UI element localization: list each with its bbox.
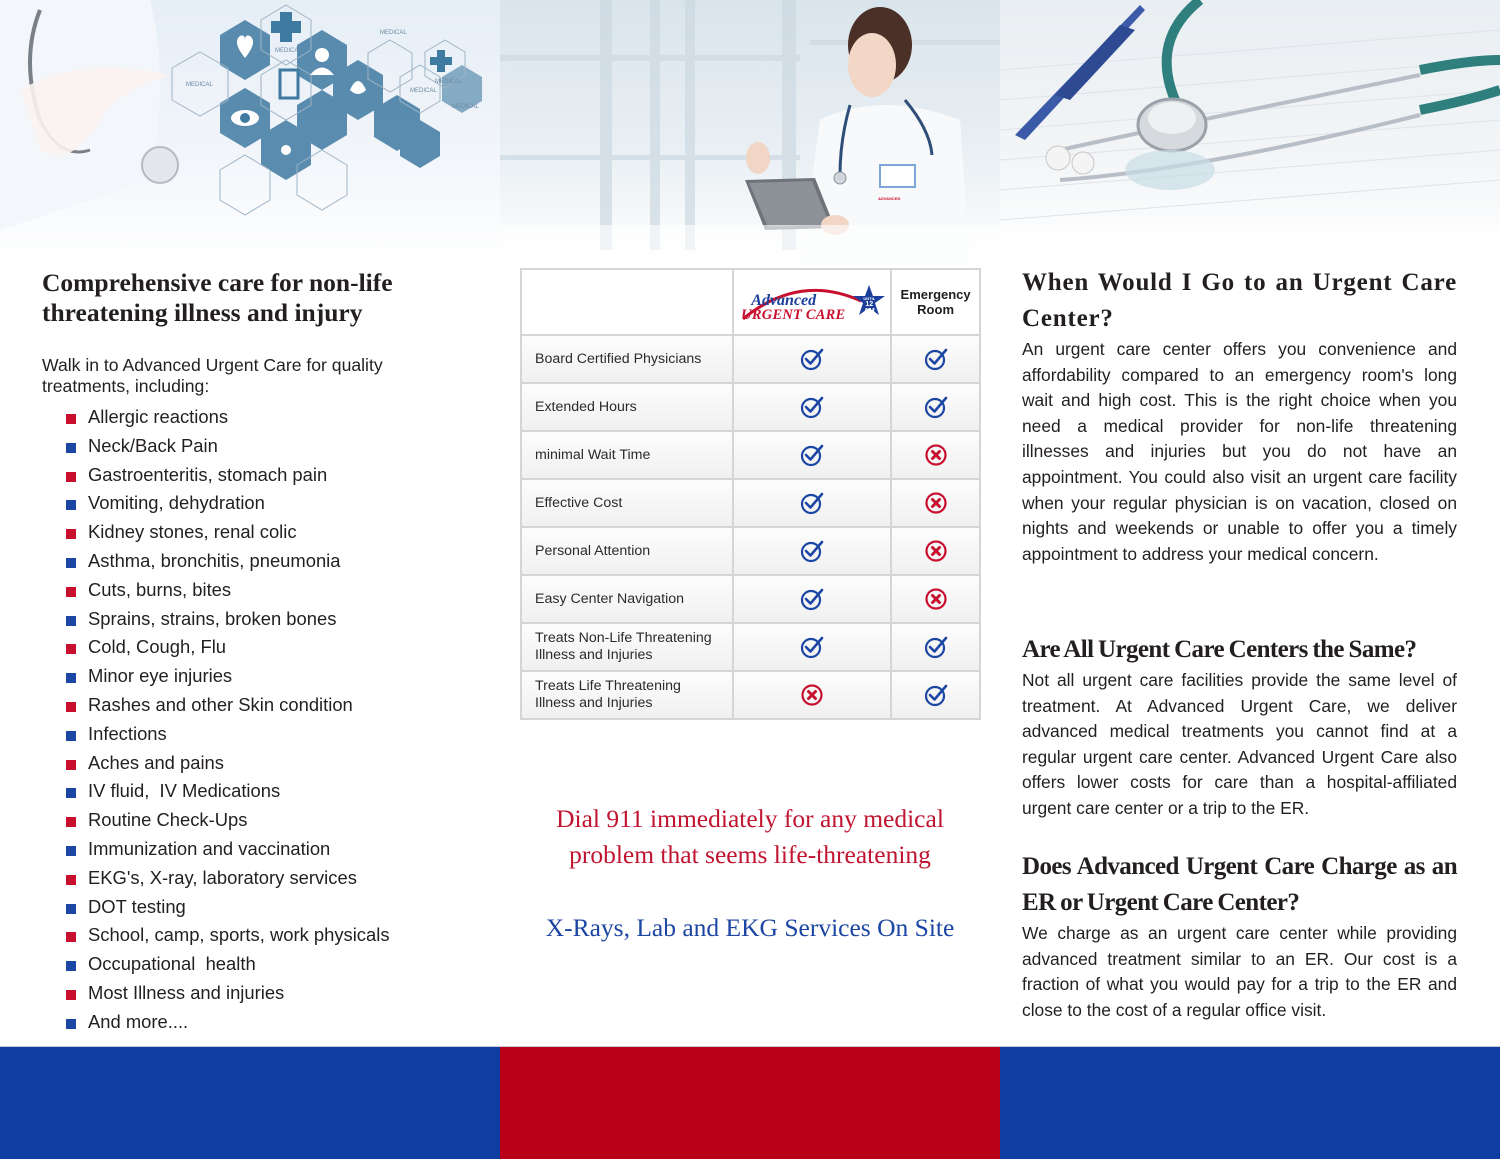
bullet-square-icon xyxy=(66,414,76,424)
feature-label: Effective Cost xyxy=(521,479,733,527)
bullet-square-icon xyxy=(66,558,76,568)
service-item: Aches and pains xyxy=(42,749,462,778)
svg-text:MEDICAL: MEDICAL xyxy=(275,48,302,54)
logo-word-advanced: Advanced xyxy=(751,292,817,309)
doctor-photo-illustration xyxy=(500,0,1000,265)
bullet-square-icon xyxy=(66,644,76,654)
onsite-services-notice: X-Rays, Lab and EKG Services On Site xyxy=(545,913,955,942)
emergency-dial-911-notice: Dial 911 immediately for any medical problem that seems life-threatening xyxy=(556,804,944,869)
comparison-row xyxy=(521,479,980,527)
advanced-urgent-care-logo xyxy=(739,277,885,327)
faq-question: Are All Urgent Care Centers the Same? xyxy=(1022,636,1417,663)
comparison-header-row xyxy=(521,269,980,335)
service-item: Occupational health xyxy=(42,950,462,979)
svg-text:MEDICAL: MEDICAL xyxy=(186,82,213,88)
comparison-row xyxy=(521,671,980,719)
bullet-square-icon xyxy=(66,731,76,741)
comparison-row xyxy=(521,335,980,383)
service-item: Kidney stones, renal colic xyxy=(42,518,462,547)
footer-band-left xyxy=(0,1047,500,1159)
bullet-square-icon xyxy=(66,472,76,482)
services-panel xyxy=(42,268,462,1037)
emergency-room-column-header: Emergency Room xyxy=(891,269,980,335)
check-icon xyxy=(800,635,824,659)
comparison-row xyxy=(521,527,980,575)
check-icon xyxy=(924,347,948,371)
bullet-square-icon xyxy=(66,875,76,885)
medical-hexagon-icons-illustration xyxy=(0,0,500,265)
feature-column-header xyxy=(521,269,733,335)
faq-answer: An urgent care center offers you convenience and affordability compared to an emergency room's long wait and high cost. This is the right choice when you need a medical provider for non-life threatening illnesses and injuries but you do not have an appointment. You could also visit an urgent care facility when your regular physician is on vacation, closed on nights and weekends or unable to offer you a timely appointment to address your medical concern. xyxy=(1022,339,1457,564)
service-item: Most Illness and injuries xyxy=(42,979,462,1008)
bullet-square-icon xyxy=(66,961,76,971)
faq-when-to-go xyxy=(1022,265,1457,567)
service-item: Sprains, strains, broken bones xyxy=(42,605,462,634)
service-item: Vomiting, dehydration xyxy=(42,489,462,518)
bullet-square-icon xyxy=(66,443,76,453)
services-list xyxy=(42,403,462,1037)
feature-label: Easy Center Navigation xyxy=(521,575,733,623)
footer-band-right xyxy=(1000,1047,1500,1159)
service-item: Routine Check-Ups xyxy=(42,806,462,835)
bullet-square-icon xyxy=(66,904,76,914)
comparison-row xyxy=(521,383,980,431)
check-icon xyxy=(800,347,824,371)
check-icon xyxy=(800,587,824,611)
feature-label: minimal Wait Time xyxy=(521,431,733,479)
service-item: Allergic reactions xyxy=(42,403,462,432)
service-item: And more.... xyxy=(42,1008,462,1037)
header-image-medical-icons xyxy=(0,0,500,265)
faq-question: When Would I Go to an Urgent Care Center? xyxy=(1022,269,1457,332)
service-item: DOT testing xyxy=(42,893,462,922)
faq-answer: We charge as an urgent care center while providing advanced treatment similar to an ER. Our cost is a fraction of what you would pay for a trip to the ER and close to the cost of a regular office visit. xyxy=(1022,923,1457,1020)
svg-text:MEDICAL: MEDICAL xyxy=(410,88,437,94)
comparison-row xyxy=(521,623,980,671)
bullet-square-icon xyxy=(66,817,76,827)
bullet-square-icon xyxy=(66,500,76,510)
check-icon xyxy=(924,395,948,419)
header-image-stethoscope xyxy=(1000,0,1500,265)
service-item: EKG's, X-ray, laboratory services xyxy=(42,864,462,893)
service-item: School, camp, sports, work physicals xyxy=(42,921,462,950)
faq-question: Does Advanced Urgent Care Charge as an ER or Urgent Care Center? xyxy=(1022,853,1457,916)
service-item: Cuts, burns, bites xyxy=(42,576,462,605)
faq-answer: Not all urgent care facilities provide the same level of treatment. At Advanced Urgent Care, we deliver advanced medical treatments you cannot find at a regular urgent care center. Advanced Urgent Care also offers lower costs for care than a hospital-affiliated urgent care center or a trip to the ER. xyxy=(1022,670,1457,818)
comparison-row xyxy=(521,575,980,623)
feature-label: Personal Attention xyxy=(521,527,733,575)
svg-text:ADVANCED: ADVANCED xyxy=(878,196,901,201)
check-icon xyxy=(924,683,948,707)
svg-text:MEDICAL: MEDICAL xyxy=(380,30,407,36)
check-icon xyxy=(800,491,824,515)
logo-word-urgent-care: URGENT CARE xyxy=(741,307,846,323)
check-icon xyxy=(800,443,824,467)
service-item: Rashes and other Skin condition xyxy=(42,691,462,720)
footer-band-center xyxy=(500,1047,1000,1159)
cross-icon xyxy=(924,587,948,611)
service-item: Minor eye injuries xyxy=(42,662,462,691)
advanced-urgent-care-column-header xyxy=(733,269,891,335)
bullet-square-icon xyxy=(66,673,76,683)
cross-icon xyxy=(924,491,948,515)
feature-label: Board Certified Physicians xyxy=(521,335,733,383)
services-title: Comprehensive care for non-life threatening illness and injury xyxy=(42,268,393,327)
service-item: IV fluid, IV Medications xyxy=(42,777,462,806)
cross-icon xyxy=(924,539,948,563)
feature-label: Extended Hours xyxy=(521,383,733,431)
service-item: Neck/Back Pain xyxy=(42,432,462,461)
service-item: Immunization and vaccination xyxy=(42,835,462,864)
bullet-square-icon xyxy=(66,616,76,626)
comparison-row xyxy=(521,431,980,479)
service-item: Cold, Cough, Flu xyxy=(42,633,462,662)
bullet-square-icon xyxy=(66,788,76,798)
bullet-square-icon xyxy=(66,1019,76,1029)
service-item: Gastroenteritis, stomach pain xyxy=(42,461,462,490)
feature-label: Treats Non-Life Threatening Illness and Injuries xyxy=(521,623,733,671)
bullet-square-icon xyxy=(66,702,76,712)
bullet-square-icon xyxy=(66,529,76,539)
bullet-square-icon xyxy=(66,932,76,942)
services-intro: Walk in to Advanced Urgent Care for quality treatments, including: xyxy=(42,355,383,396)
bullet-square-icon xyxy=(66,990,76,1000)
bullet-square-icon xyxy=(66,760,76,770)
bullet-square-icon xyxy=(66,846,76,856)
svg-text:MEDICAL: MEDICAL xyxy=(435,79,462,85)
cross-icon xyxy=(800,683,824,707)
logo-star-text: UNTIL 12 AM xyxy=(863,296,876,315)
header-image-doctor-with-tablet xyxy=(500,0,1000,265)
check-icon xyxy=(924,635,948,659)
stethoscope-photo-illustration xyxy=(1000,0,1500,265)
service-item: Infections xyxy=(42,720,462,749)
faq-are-all-same xyxy=(1022,632,1457,822)
service-item: Asthma, bronchitis, pneumonia xyxy=(42,547,462,576)
feature-label: Treats Life Threatening Illness and Injuries xyxy=(521,671,733,719)
bullet-square-icon xyxy=(66,587,76,597)
svg-text:MEDICAL: MEDICAL xyxy=(452,104,479,110)
faq-charge-type xyxy=(1022,849,1457,1023)
cross-icon xyxy=(924,443,948,467)
comparison-table xyxy=(520,268,981,720)
check-icon xyxy=(800,539,824,563)
check-icon xyxy=(800,395,824,419)
